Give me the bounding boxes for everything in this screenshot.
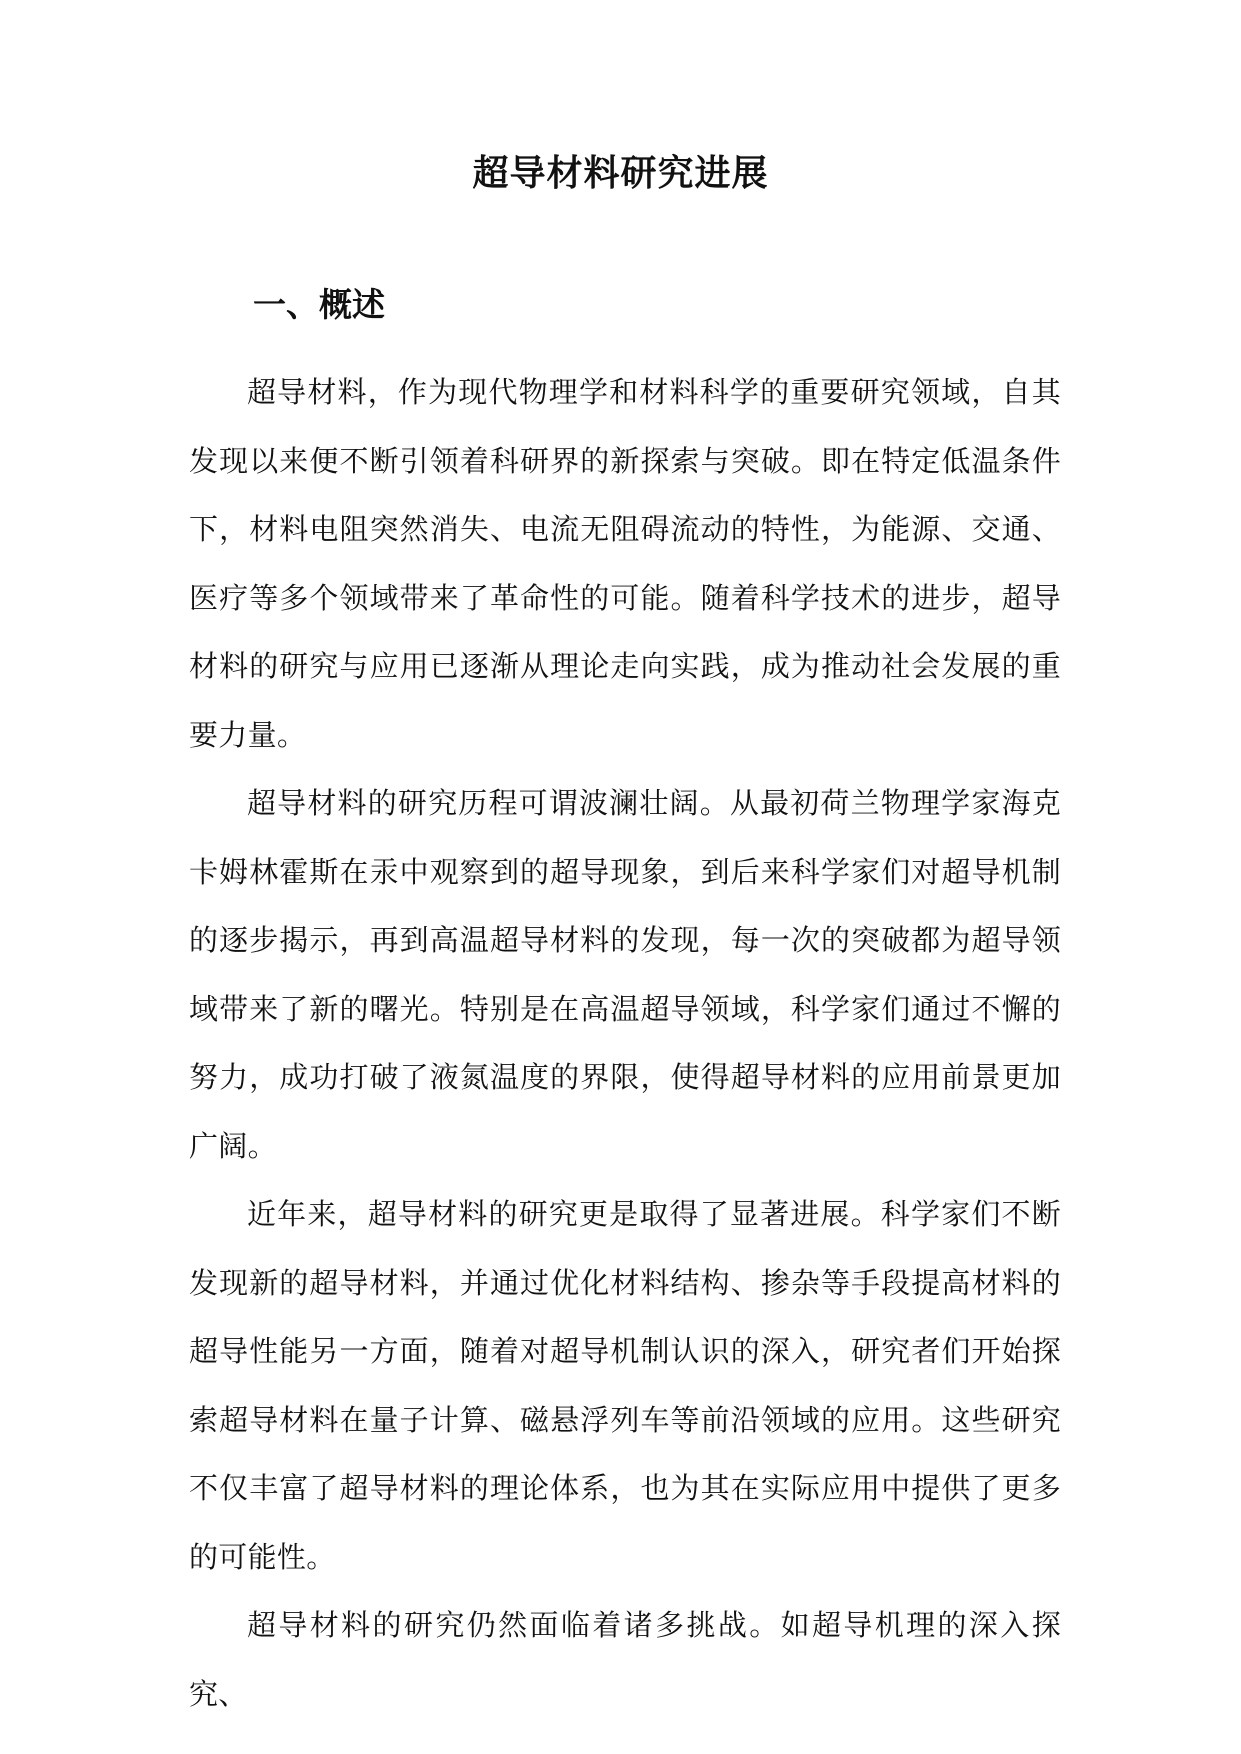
paragraph: 近年来，超导材料的研究更是取得了显著进展。科学家们不断发现新的超导材料，并通过优化材料结构、掺杂等手段提高材料的超导性能另一方面，随着对超导机制认识的深入，研究者们开始探索超导材料在量子计算、磁悬浮列车等前沿领域的应用。这些研究不仅丰富了超导材料的理论体系，也为其在实际应用中提供了更多的可能性。 xyxy=(189,1197,1061,1574)
paragraph: 超导材料的研究仍然面临着诸多挑战。如超导机理的深入探究、 xyxy=(189,1608,1061,1711)
paragraph: 超导材料，作为现代物理学和材料科学的重要研究领域，自其发现以来便不断引领着科研界的新探索与突破。即在特定低温条件下，材料电阻突然消失、电流无阻碍流动的特性，为能源、交通、医疗等多个领域带来了革命性的可能。随着科学技术的进步，超导材料的研究与应用已逐渐从理论走向实践，成为推动社会发展的重要力量。 xyxy=(189,375,1061,752)
document-title: 超导材料研究进展 xyxy=(472,152,769,194)
section-body xyxy=(189,358,1061,1728)
paragraph: 超导材料的研究历程可谓波澜壮阔。从最初荷兰物理学家海克卡姆林霍斯在汞中观察到的超导现象，到后来科学家们对超导机制的逐步揭示，再到高温超导材料的发现，每一次的突破都为超导领域带来了新的曙光。特别是在高温超导领域，科学家们通过不懈的努力，成功打破了液氮温度的界限，使得超导材料的应用前景更加广阔。 xyxy=(189,786,1061,1163)
section-heading-overview: 一、概述 xyxy=(253,285,385,324)
